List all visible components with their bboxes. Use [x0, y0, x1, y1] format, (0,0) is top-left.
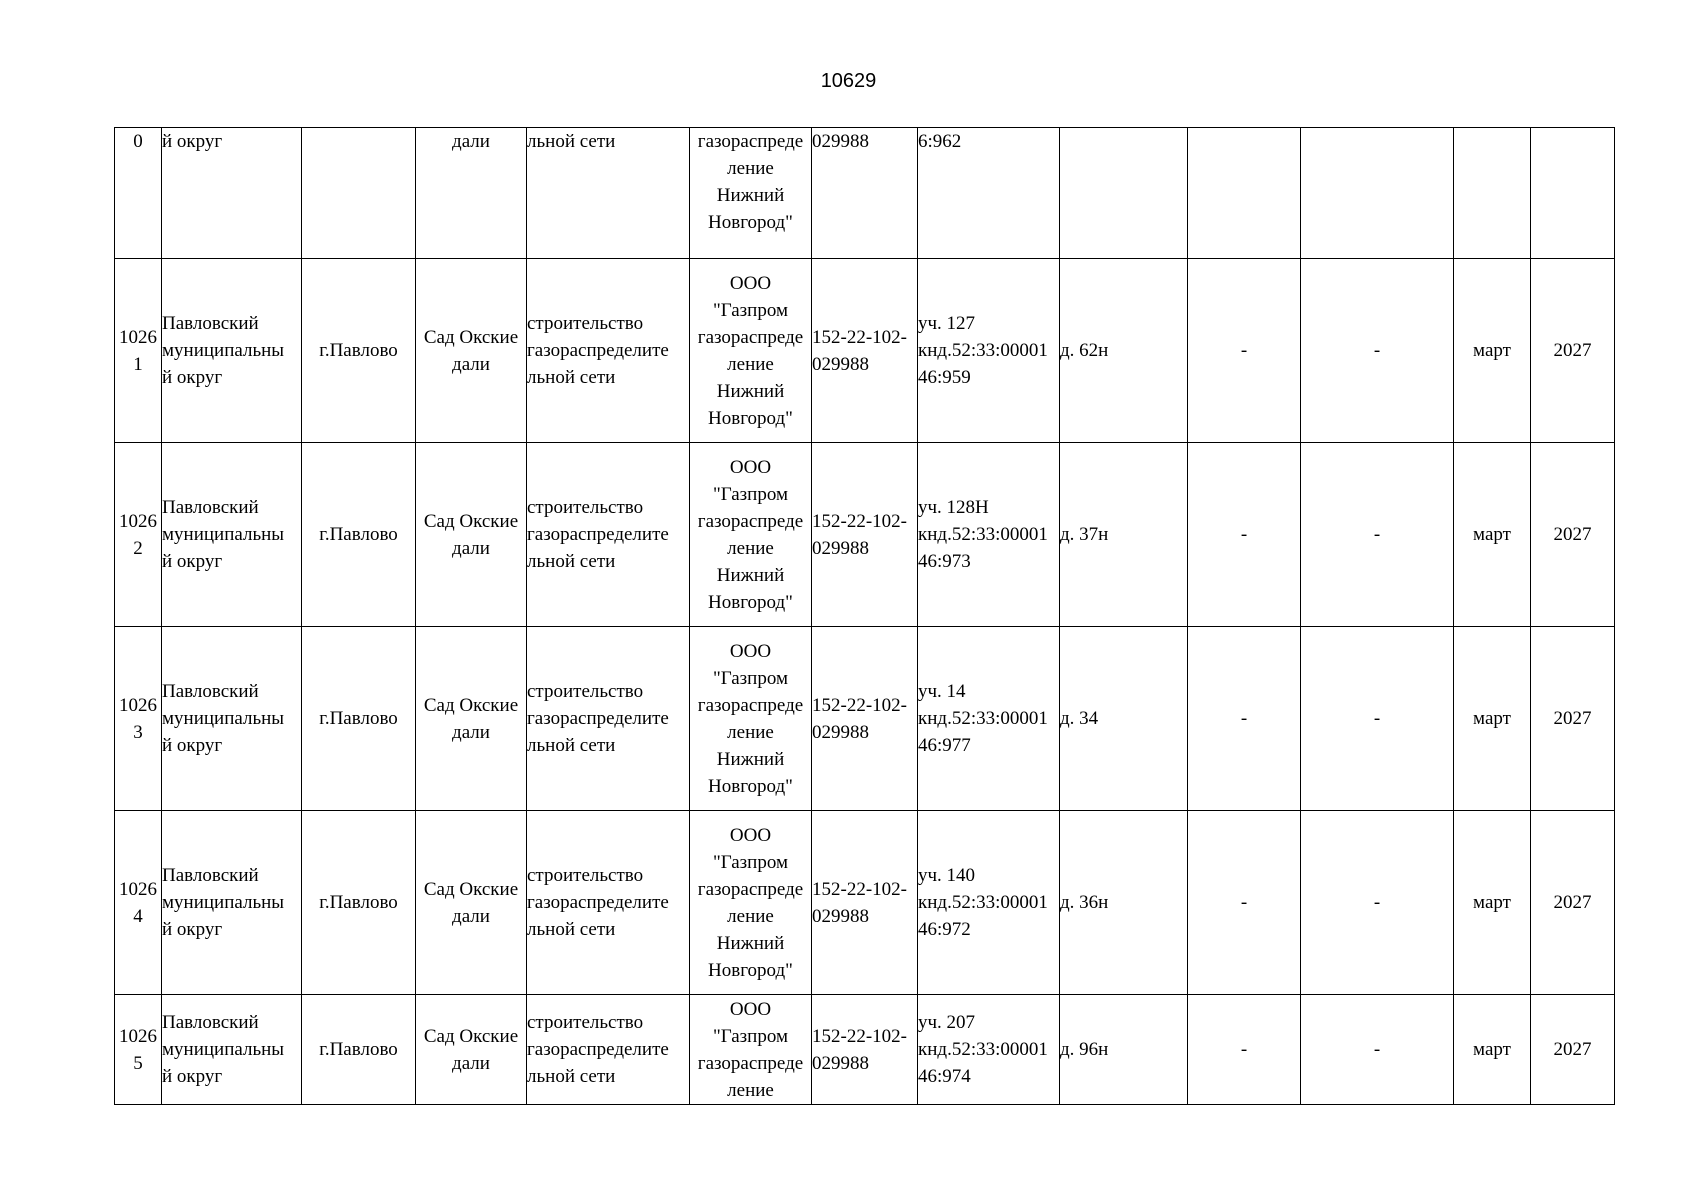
month-cell: март	[1454, 443, 1531, 627]
row-number: 1026 1	[115, 259, 162, 443]
cadastral-cell: уч. 128Н кнд.52:33:00001 46:973	[918, 443, 1060, 627]
settlement-cell: дали	[416, 128, 527, 259]
city-cell: г.Павлово	[302, 443, 416, 627]
table-row	[115, 811, 1615, 995]
dash-cell: -	[1301, 811, 1454, 995]
table-row	[115, 259, 1615, 443]
year-cell: 2027	[1531, 811, 1615, 995]
settlement-cell: Сад Окские дали	[416, 259, 527, 443]
house-cell: д. 34	[1060, 627, 1188, 811]
contract-cell: 152-22-102- 029988	[812, 995, 918, 1105]
contract-cell: 152-22-102- 029988	[812, 627, 918, 811]
month-cell: март	[1454, 995, 1531, 1105]
purpose-cell: строительство газораспределите льной сети	[527, 259, 690, 443]
purpose-cell: строительство газораспределите льной сети	[527, 627, 690, 811]
row-number: 0	[115, 128, 162, 259]
dash-cell: -	[1301, 443, 1454, 627]
city-cell: г.Павлово	[302, 627, 416, 811]
year-cell: 2027	[1531, 443, 1615, 627]
district-cell: Павловский муниципальны й округ	[162, 995, 302, 1105]
contract-cell: 029988	[812, 128, 918, 259]
city-cell: г.Павлово	[302, 259, 416, 443]
organization-cell: ООО "Газпром газораспреде ление Нижний Новгород"	[690, 627, 812, 811]
empty-cell	[1188, 128, 1301, 259]
month-cell: март	[1454, 259, 1531, 443]
settlement-cell: Сад Окские дали	[416, 995, 527, 1105]
house-cell: д. 36н	[1060, 811, 1188, 995]
cadastral-cell: уч. 127 кнд.52:33:00001 46:959	[918, 259, 1060, 443]
year-cell: 2027	[1531, 627, 1615, 811]
district-cell: Павловский муниципальны й округ	[162, 259, 302, 443]
house-cell: д. 96н	[1060, 995, 1188, 1105]
contract-cell: 152-22-102- 029988	[812, 443, 918, 627]
year-cell: 2027	[1531, 259, 1615, 443]
city-cell: г.Павлово	[302, 811, 416, 995]
row-number: 1026 2	[115, 443, 162, 627]
settlement-cell: Сад Окские дали	[416, 443, 527, 627]
table-row	[115, 995, 1615, 1105]
year-cell: 2027	[1531, 995, 1615, 1105]
cadastral-cell: уч. 207 кнд.52:33:00001 46:974	[918, 995, 1060, 1105]
district-cell: Павловский муниципальны й округ	[162, 627, 302, 811]
organization-cell: ООО "Газпром газораспреде ление Нижний Новгород"	[690, 443, 812, 627]
row-number: 1026 4	[115, 811, 162, 995]
purpose-cell: льной сети	[527, 128, 690, 259]
dash-cell: -	[1301, 995, 1454, 1105]
district-cell: й округ	[162, 128, 302, 259]
organization-cell: ООО "Газпром газораспреде ление	[690, 995, 812, 1105]
purpose-cell: строительство газораспределите льной сети	[527, 811, 690, 995]
dash-cell: -	[1301, 627, 1454, 811]
row-number: 1026 3	[115, 627, 162, 811]
dash-cell: -	[1301, 259, 1454, 443]
page-number: 10629	[820, 70, 877, 92]
month-cell	[1454, 128, 1531, 259]
year-cell	[1531, 128, 1615, 259]
month-cell: март	[1454, 811, 1531, 995]
dash-cell: -	[1188, 995, 1301, 1105]
house-cell	[1060, 128, 1188, 259]
dash-cell: -	[1188, 259, 1301, 443]
cadastral-cell: уч. 140 кнд.52:33:00001 46:972	[918, 811, 1060, 995]
settlement-cell: Сад Окские дали	[416, 627, 527, 811]
purpose-cell: строительство газораспределите льной сети	[527, 995, 690, 1105]
organization-cell: газораспреде ление Нижний Новгород"	[690, 128, 812, 259]
city-cell: г.Павлово	[302, 995, 416, 1105]
purpose-cell: строительство газораспределите льной сети	[527, 443, 690, 627]
dash-cell: -	[1188, 811, 1301, 995]
table-row	[115, 443, 1615, 627]
contract-cell: 152-22-102- 029988	[812, 811, 918, 995]
dash-cell: -	[1188, 443, 1301, 627]
settlement-cell: Сад Окские дали	[416, 811, 527, 995]
organization-cell: ООО "Газпром газораспреде ление Нижний Новгород"	[690, 259, 812, 443]
contract-cell: 152-22-102- 029988	[812, 259, 918, 443]
dash-cell: -	[1188, 627, 1301, 811]
empty-cell	[1301, 128, 1454, 259]
organization-cell: ООО "Газпром газораспреде ление Нижний Новгород"	[690, 811, 812, 995]
table-row	[115, 128, 1615, 259]
district-cell: Павловский муниципальны й округ	[162, 811, 302, 995]
district-cell: Павловский муниципальны й округ	[162, 443, 302, 627]
city-cell	[302, 128, 416, 259]
cadastral-cell: 6:962	[918, 128, 1060, 259]
table-row	[115, 627, 1615, 811]
house-cell: д. 62н	[1060, 259, 1188, 443]
month-cell: март	[1454, 627, 1531, 811]
house-cell: д. 37н	[1060, 443, 1188, 627]
registry-table	[114, 127, 1615, 1105]
row-number: 1026 5	[115, 995, 162, 1105]
cadastral-cell: уч. 14 кнд.52:33:00001 46:977	[918, 627, 1060, 811]
